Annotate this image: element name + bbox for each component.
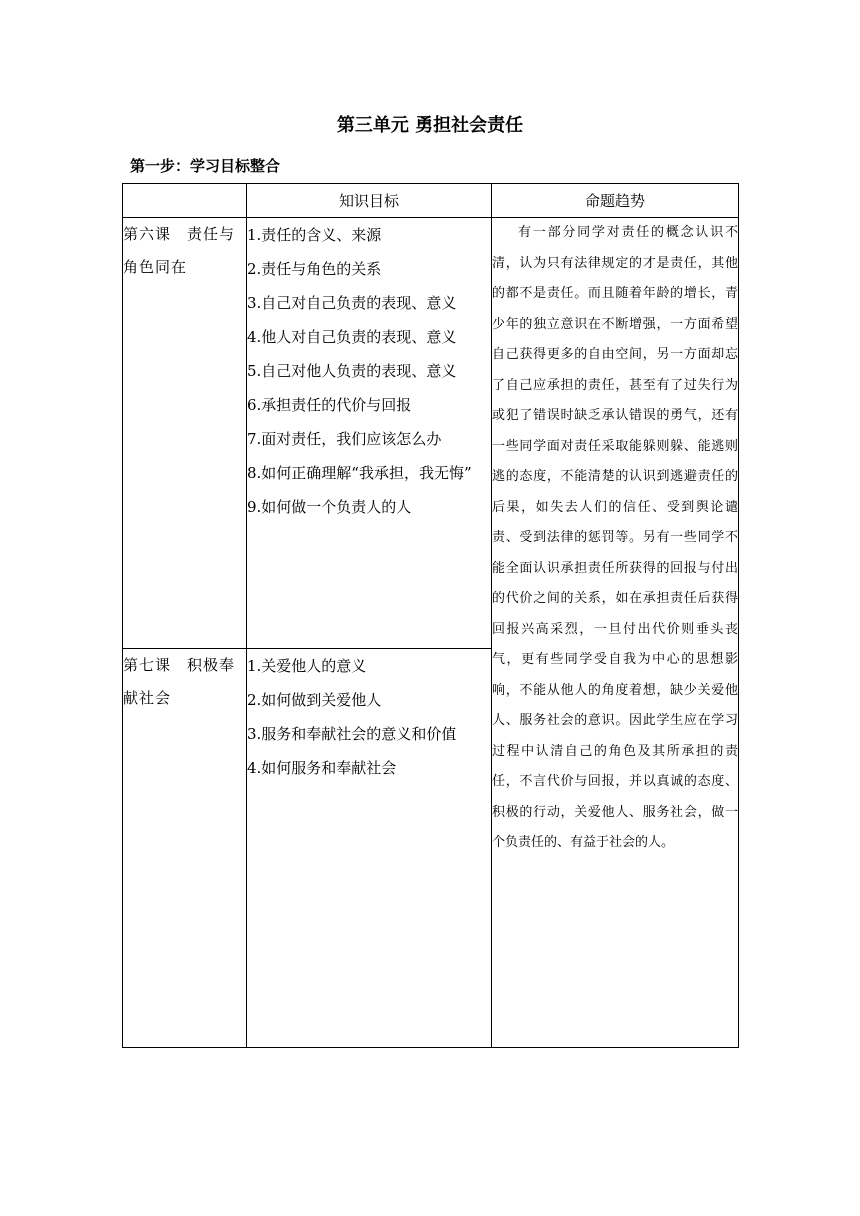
goal-list (247, 218, 491, 524)
goal-item: 3.服务和奉献社会的意义和价值 (247, 725, 457, 743)
goal-item: 7.面对责任，我们应该怎么办 (247, 430, 442, 448)
learning-goals-table (122, 183, 739, 1048)
goal-list (247, 649, 491, 785)
goal-item: 1.关爱他人的意义 (247, 657, 367, 675)
goal-item: 2.责任与角色的关系 (247, 260, 382, 278)
goal-item: 4.如何服务和奉献社会 (247, 759, 397, 777)
goal-item: 4.他人对自己负责的表现、意义 (247, 328, 457, 346)
goal-item: 6.承担责任的代价与回报 (247, 396, 412, 414)
goal-item: 9.如何做一个负责人的人 (247, 498, 412, 516)
goal-item: 1.责任的含义、来源 (247, 226, 382, 244)
section-heading: 第一步：学习目标整合 (130, 157, 281, 175)
goal-item: 2.如何做到关爱他人 (247, 691, 382, 709)
exam-trend-text: 有一部分同学对责任的概念认识不清，认为只有法律规定的才是责任，其他的都不是责任。而且随着年龄的增长，青少年的独立意识在不断增强，一方面希望自己获得更多的自由空间，另一方面却忘了自己应承担的责任，甚至有了过失行为或犯了错误时缺乏承认错误的勇气，还有一些同学面对责任采取能躲则躲、能逃则逃的态度，不能清楚的认识到逃避责任的后果，如失去人们的信任、受到舆论谴责、受到法律的惩罚等。另有一些同学不能全面认识承担责任所获得的回报与付出的代价之间的关系，如在承担责任后获得回报兴高采烈，一旦付出代价则垂头丧气，更有些同学受自我为中心的思想影响，不能从他人的角度着想，缺少关爱他人、服务社会的意识。因此学生应在学习过程中认清自己的角色及其所承担的责任，不言代价与回报，并以真诚的态度、积极的行动，关爱他人、服务社会，做一个负责任的、有益于社会的人。 (492, 218, 739, 1048)
header-exam-trend: 命题趋势 (492, 184, 739, 218)
lesson-name: 第七课 积极奉献社会 (123, 649, 247, 1048)
table-row-lesson-6 (123, 218, 739, 649)
goal-item: 5.自己对他人负责的表现、意义 (247, 362, 457, 380)
knowledge-goals (247, 218, 492, 649)
goal-item: 8.如何正确理解“我承担，我无悔” (247, 464, 472, 482)
knowledge-goals (247, 649, 492, 1048)
goal-item: 3.自己对自己负责的表现、意义 (247, 294, 457, 312)
table-header-row (123, 184, 739, 218)
header-lesson (123, 184, 247, 218)
page-title: 第三单元 勇担社会责任 (336, 115, 524, 136)
header-knowledge-goals: 知识目标 (247, 184, 492, 218)
lesson-name: 第六课 责任与角色同在 (123, 218, 247, 649)
